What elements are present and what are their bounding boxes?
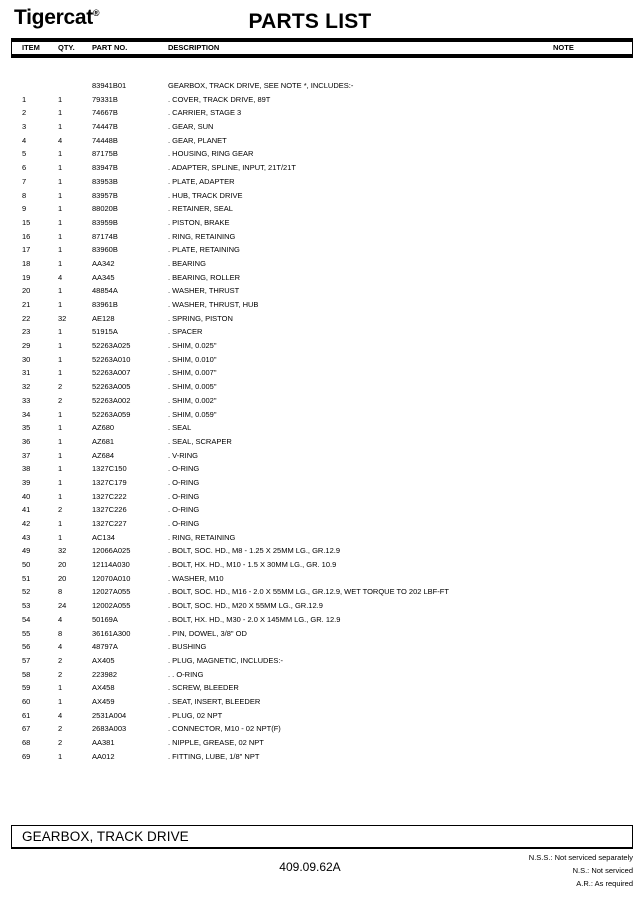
table-row: [12, 271, 632, 285]
cell-item-number: 53: [22, 601, 31, 611]
cell-description: . COVER, TRACK DRIVE, 89T: [168, 94, 271, 104]
table-row: [12, 585, 632, 599]
table-row: [12, 230, 632, 244]
column-header-item: ITEM: [22, 43, 40, 52]
table-row: [12, 722, 632, 736]
cell-item-number: 50: [22, 560, 31, 570]
cell-description: . FITTING, LUBE, 1/8" NPT: [168, 751, 260, 761]
page-title: PARTS LIST: [248, 10, 372, 33]
cell-part-number: 74447B: [92, 122, 118, 132]
cell-quantity: 32: [58, 313, 67, 323]
cell-quantity: 1: [58, 423, 63, 433]
table-row: [12, 202, 632, 216]
cell-item-number: 54: [22, 614, 31, 624]
cell-item-number: 23: [22, 327, 31, 337]
cell-part-number: 83947B: [92, 163, 118, 173]
table-row: [12, 681, 632, 695]
cell-item-number: 61: [22, 710, 31, 720]
cell-part-number: 223982: [92, 669, 118, 679]
cell-item-number: 68: [22, 738, 31, 747]
table-row: [12, 216, 632, 230]
cell-part-number: 83941B01: [92, 81, 127, 90]
table-row: [12, 709, 632, 723]
table-row: [12, 421, 632, 435]
table-row: [12, 147, 632, 161]
cell-item-number: 2: [22, 108, 27, 118]
cell-quantity: 20: [58, 560, 67, 570]
cell-description: . BOLT, SOC. HD., M20 X 55MM LG., GR.12.9: [168, 601, 323, 611]
legend-line-nss: N.S.S.: Not serviced separately: [528, 853, 633, 862]
cell-item-number: 19: [22, 272, 31, 282]
cell-part-number: AZ680: [92, 423, 115, 433]
cell-description: . RING, RETAINING: [168, 231, 236, 241]
cell-part-number: AA012: [92, 751, 115, 761]
cell-item-number: 60: [22, 696, 31, 706]
cell-part-number: 83957B: [92, 190, 118, 200]
cell-quantity: 1: [58, 300, 63, 309]
cell-part-number: 12114A030: [92, 560, 130, 570]
cell-quantity: 2: [58, 669, 63, 679]
cell-quantity: 1: [58, 231, 63, 241]
cell-description: . SEAT, INSERT, BLEEDER: [168, 696, 261, 706]
table-row: [12, 394, 632, 408]
table-row: [12, 531, 632, 545]
cell-description: . WASHER, M10: [168, 573, 224, 583]
cell-quantity: 24: [58, 601, 67, 611]
table-row: [12, 366, 632, 380]
cell-description: . BEARING: [168, 258, 206, 268]
cell-item-number: 41: [22, 505, 31, 515]
table-row: [12, 490, 632, 504]
cell-item-number: 39: [22, 477, 31, 487]
cell-part-number: 48854A: [92, 286, 118, 296]
cell-quantity: 4: [58, 642, 63, 652]
cell-part-number: 36161A300: [92, 628, 131, 638]
cell-description: . SHIM, 0.059": [168, 409, 217, 419]
cell-part-number: 87174B: [92, 231, 118, 241]
cell-quantity: 1: [58, 368, 63, 378]
cell-item-number: 38: [22, 464, 31, 474]
cell-description: . O-RING: [168, 505, 200, 515]
table-row: [12, 627, 632, 641]
cell-quantity: 1: [58, 163, 63, 173]
cell-item-number: 17: [22, 245, 31, 255]
cell-quantity: 2: [58, 724, 63, 734]
cell-quantity: 1: [58, 450, 63, 460]
cell-quantity: 1: [58, 532, 63, 542]
table-row: [12, 408, 632, 422]
cell-quantity: 1: [58, 149, 63, 159]
table-row: [12, 243, 632, 257]
cell-part-number: 74667B: [92, 108, 118, 118]
cell-quantity: 32: [58, 546, 67, 556]
cell-quantity: 4: [58, 710, 63, 720]
cell-quantity: 8: [58, 587, 63, 597]
cell-item-number: 43: [22, 532, 31, 542]
cell-item-number: 55: [22, 628, 31, 638]
column-header-description: DESCRIPTION: [168, 43, 220, 52]
column-header-part-no: PART NO.: [92, 43, 128, 52]
cell-item-number: 22: [22, 313, 31, 323]
cell-part-number: 12002A055: [92, 601, 131, 611]
cell-quantity: 1: [58, 683, 63, 693]
cell-item-number: 42: [22, 519, 31, 528]
cell-item-number: 5: [22, 149, 27, 159]
cell-item-number: 67: [22, 724, 31, 734]
cell-description: . WASHER, THRUST, HUB: [168, 300, 259, 309]
cell-item-number: 69: [22, 751, 31, 761]
table-row: [12, 476, 632, 490]
cell-quantity: 1: [58, 108, 63, 118]
table-row: [12, 435, 632, 449]
cell-part-number: 2531A004: [92, 710, 127, 720]
cell-quantity: 1: [58, 190, 63, 200]
cell-quantity: 1: [58, 464, 63, 474]
table-row: [12, 654, 632, 668]
cell-part-number: AA381: [92, 738, 115, 747]
table-row: [12, 517, 632, 531]
cell-quantity: 1: [58, 491, 63, 501]
cell-part-number: 52263A005: [92, 382, 131, 392]
cell-item-number: 59: [22, 683, 31, 693]
cell-quantity: 8: [58, 628, 63, 638]
legend-line-ns: N.S.: Not serviced: [572, 866, 633, 875]
cell-item-number: 51: [22, 573, 31, 583]
cell-part-number: AA345: [92, 272, 115, 282]
cell-part-number: AA342: [92, 258, 115, 268]
footer-title: GEARBOX, TRACK DRIVE: [22, 829, 189, 844]
cell-quantity: 1: [58, 341, 63, 351]
cell-item-number: 8: [22, 190, 27, 200]
cell-part-number: AX458: [92, 683, 115, 693]
cell-part-number: 2683A003: [92, 724, 127, 734]
cell-quantity: 1: [58, 258, 63, 268]
cell-description: . HOUSING, RING GEAR: [168, 149, 254, 159]
cell-part-number: 52263A007: [92, 368, 131, 378]
table-row: [12, 134, 632, 148]
cell-description: . BOLT, SOC. HD., M16 - 2.0 X 55MM LG., GR.12.9, WET TORQUE TO 202 LBF-FT: [168, 587, 449, 597]
cell-quantity: 4: [58, 614, 63, 624]
table-row: [12, 449, 632, 463]
cell-quantity: 2: [58, 382, 63, 392]
cell-description: . BOLT, HX. HD., M10 - 1.5 X 30MM LG., GR. 10.9: [168, 560, 337, 570]
cell-description: . SHIM, 0.005": [168, 382, 217, 392]
cell-part-number: 12027A055: [92, 587, 131, 597]
cell-description: . SCREW, BLEEDER: [168, 683, 239, 693]
cell-quantity: 1: [58, 94, 63, 104]
table-row: [12, 312, 632, 326]
cell-part-number: 52263A059: [92, 409, 131, 419]
cell-part-number: 12070A010: [92, 573, 131, 583]
cell-item-number: 7: [22, 176, 27, 186]
cell-item-number: 6: [22, 163, 27, 173]
table-row: [12, 750, 632, 764]
cell-quantity: 2: [58, 655, 63, 665]
table-row: [12, 161, 632, 175]
logo-text: Tigercat: [14, 6, 93, 29]
cell-description: . SHIM, 0.025": [168, 341, 217, 351]
cell-quantity: 1: [58, 327, 63, 337]
cell-part-number: 79331B: [92, 94, 118, 104]
cell-quantity: 1: [58, 204, 63, 214]
drawing-number: 409.09.62A: [279, 860, 341, 874]
cell-part-number: AX459: [92, 696, 115, 706]
cell-description: . CONNECTOR, M10 - 02 NPT(F): [168, 724, 281, 734]
cell-quantity: 4: [58, 135, 63, 145]
cell-part-number: 1327C227: [92, 519, 127, 528]
cell-item-number: 33: [22, 395, 31, 405]
cell-quantity: 2: [58, 395, 63, 405]
table-row: [12, 93, 632, 107]
cell-description: GEARBOX, TRACK DRIVE, SEE NOTE *, INCLUDES:-: [168, 81, 354, 90]
cell-description: . RETAINER, SEAL: [168, 204, 233, 214]
table-row: [12, 79, 632, 93]
cell-quantity: 1: [58, 519, 63, 528]
cell-description: . PLATE, RETAINING: [168, 245, 240, 255]
cell-part-number: AE128: [92, 313, 115, 323]
column-header-note: NOTE: [553, 43, 574, 52]
column-header-qty: QTY.: [58, 43, 75, 52]
cell-description: . GEAR, PLANET: [168, 135, 227, 145]
table-row: [12, 339, 632, 353]
cell-part-number: 74448B: [92, 135, 118, 145]
cell-item-number: 16: [22, 231, 31, 241]
cell-description: . SHIM, 0.010": [168, 354, 217, 364]
cell-description: . SHIM, 0.002": [168, 395, 217, 405]
cell-item-number: 21: [22, 300, 31, 309]
cell-item-number: 34: [22, 409, 31, 419]
cell-item-number: 40: [22, 491, 31, 501]
table-header-band: [11, 38, 633, 58]
cell-quantity: 1: [58, 354, 63, 364]
table-row: [12, 175, 632, 189]
table-row: [12, 599, 632, 613]
table-row: [12, 572, 632, 586]
cell-quantity: 1: [58, 245, 63, 255]
cell-quantity: 1: [58, 176, 63, 186]
cell-description: . CARRIER, STAGE 3: [168, 108, 242, 118]
cell-item-number: 3: [22, 122, 27, 132]
cell-description: . O-RING: [168, 477, 200, 487]
table-row: [12, 353, 632, 367]
table-row: [12, 325, 632, 339]
table-row: [12, 544, 632, 558]
cell-item-number: 32: [22, 382, 31, 392]
cell-description: . O-RING: [168, 464, 200, 474]
cell-item-number: 56: [22, 642, 31, 652]
cell-item-number: 20: [22, 286, 31, 296]
cell-quantity: 2: [58, 505, 63, 515]
table-row: [12, 736, 632, 750]
cell-description: . V-RING: [168, 450, 199, 460]
cell-part-number: 1327C179: [92, 477, 127, 487]
cell-item-number: 30: [22, 354, 31, 364]
cell-quantity: 1: [58, 436, 63, 446]
cell-part-number: 83959B: [92, 217, 118, 227]
cell-part-number: AZ684: [92, 450, 115, 460]
cell-part-number: 83960B: [92, 245, 118, 255]
table-row: [12, 257, 632, 271]
table-row: [12, 462, 632, 476]
cell-quantity: 1: [58, 122, 63, 132]
cell-description: . BOLT, HX. HD., M30 - 2.0 X 145MM LG., GR. 12.9: [168, 614, 341, 624]
table-row: [12, 668, 632, 682]
table-row: [12, 120, 632, 134]
cell-item-number: 49: [22, 546, 31, 556]
table-row: [12, 695, 632, 709]
cell-item-number: 52: [22, 587, 31, 597]
cell-item-number: 37: [22, 450, 31, 460]
cell-item-number: 1: [22, 94, 27, 104]
cell-description: . HUB, TRACK DRIVE: [168, 190, 243, 200]
table-row: [12, 380, 632, 394]
registered-trademark-symbol: ®: [92, 8, 100, 18]
cell-item-number: 29: [22, 341, 31, 351]
cell-part-number: 87175B: [92, 149, 118, 159]
cell-quantity: 1: [58, 751, 63, 761]
cell-part-number: 48797A: [92, 642, 118, 652]
cell-description: . PIN, DOWEL, 3/8" OD: [168, 628, 247, 638]
cell-item-number: 58: [22, 669, 31, 679]
cell-part-number: AX405: [92, 655, 115, 665]
cell-part-number: AC134: [92, 532, 115, 542]
cell-item-number: 57: [22, 655, 31, 665]
cell-description: . SEAL, SCRAPER: [168, 436, 232, 446]
cell-description: . NIPPLE, GREASE, 02 NPT: [168, 738, 264, 747]
footer-title-box: [11, 825, 633, 849]
cell-description: . SPRING, PISTON: [168, 313, 233, 323]
cell-part-number: AZ681: [92, 436, 115, 446]
cell-description: . BEARING, ROLLER: [168, 272, 241, 282]
cell-item-number: 4: [22, 135, 27, 145]
cell-quantity: 20: [58, 573, 67, 583]
table-row: [12, 284, 632, 298]
cell-description: . O-RING: [168, 491, 200, 501]
cell-item-number: 36: [22, 436, 31, 446]
cell-part-number: 50169A: [92, 614, 118, 624]
cell-item-number: 18: [22, 258, 31, 268]
cell-part-number: 52263A002: [92, 395, 131, 405]
cell-description: . PISTON, BRAKE: [168, 217, 230, 227]
table-row: [12, 613, 632, 627]
cell-part-number: 88020B: [92, 204, 118, 214]
cell-quantity: 2: [58, 738, 63, 747]
cell-quantity: 1: [58, 696, 63, 706]
cell-description: . SEAL: [168, 423, 192, 433]
cell-part-number: 52263A010: [92, 354, 131, 364]
cell-description: . PLUG, 02 NPT: [168, 710, 223, 720]
cell-description: . SPACER: [168, 327, 203, 337]
cell-description: . BUSHING: [168, 642, 207, 652]
table-row: [12, 640, 632, 654]
cell-part-number: 51915A: [92, 327, 118, 337]
cell-part-number: 1327C222: [92, 491, 127, 501]
table-row: [12, 106, 632, 120]
table-row: [12, 558, 632, 572]
cell-quantity: 1: [58, 409, 63, 419]
cell-description: . PLATE, ADAPTER: [168, 176, 235, 186]
cell-part-number: 83953B: [92, 176, 118, 186]
cell-quantity: 4: [58, 272, 63, 282]
cell-description: . . O-RING: [168, 669, 204, 679]
cell-description: . SHIM, 0.007": [168, 368, 217, 378]
cell-part-number: 12066A025: [92, 546, 131, 556]
cell-quantity: 1: [58, 477, 63, 487]
cell-part-number: 1327C150: [92, 464, 127, 474]
cell-item-number: 35: [22, 423, 31, 433]
cell-description: . O-RING: [168, 519, 200, 528]
cell-item-number: 31: [22, 368, 31, 378]
cell-item-number: 9: [22, 204, 27, 214]
table-row: [12, 298, 632, 312]
cell-description: . ADAPTER, SPLINE, INPUT, 21T/21T: [168, 163, 296, 173]
cell-part-number: 52263A025: [92, 341, 131, 351]
table-row: [12, 189, 632, 203]
table-row: [12, 503, 632, 517]
cell-quantity: 1: [58, 286, 63, 296]
cell-description: . GEAR, SUN: [168, 122, 214, 132]
legend-line-ar: A.R.: As required: [576, 879, 633, 888]
cell-description: . BOLT, SOC. HD., M8 - 1.25 X 25MM LG., GR.12.9: [168, 546, 340, 556]
cell-description: . RING, RETAINING: [168, 532, 236, 542]
cell-part-number: 83961B: [92, 300, 118, 309]
parts-table-body: [12, 79, 632, 763]
cell-quantity: 1: [58, 217, 63, 227]
cell-item-number: 15: [22, 217, 31, 227]
cell-part-number: 1327C226: [92, 505, 127, 515]
cell-description: . PLUG, MAGNETIC, INCLUDES:-: [168, 655, 284, 665]
cell-description: . WASHER, THRUST: [168, 286, 240, 296]
